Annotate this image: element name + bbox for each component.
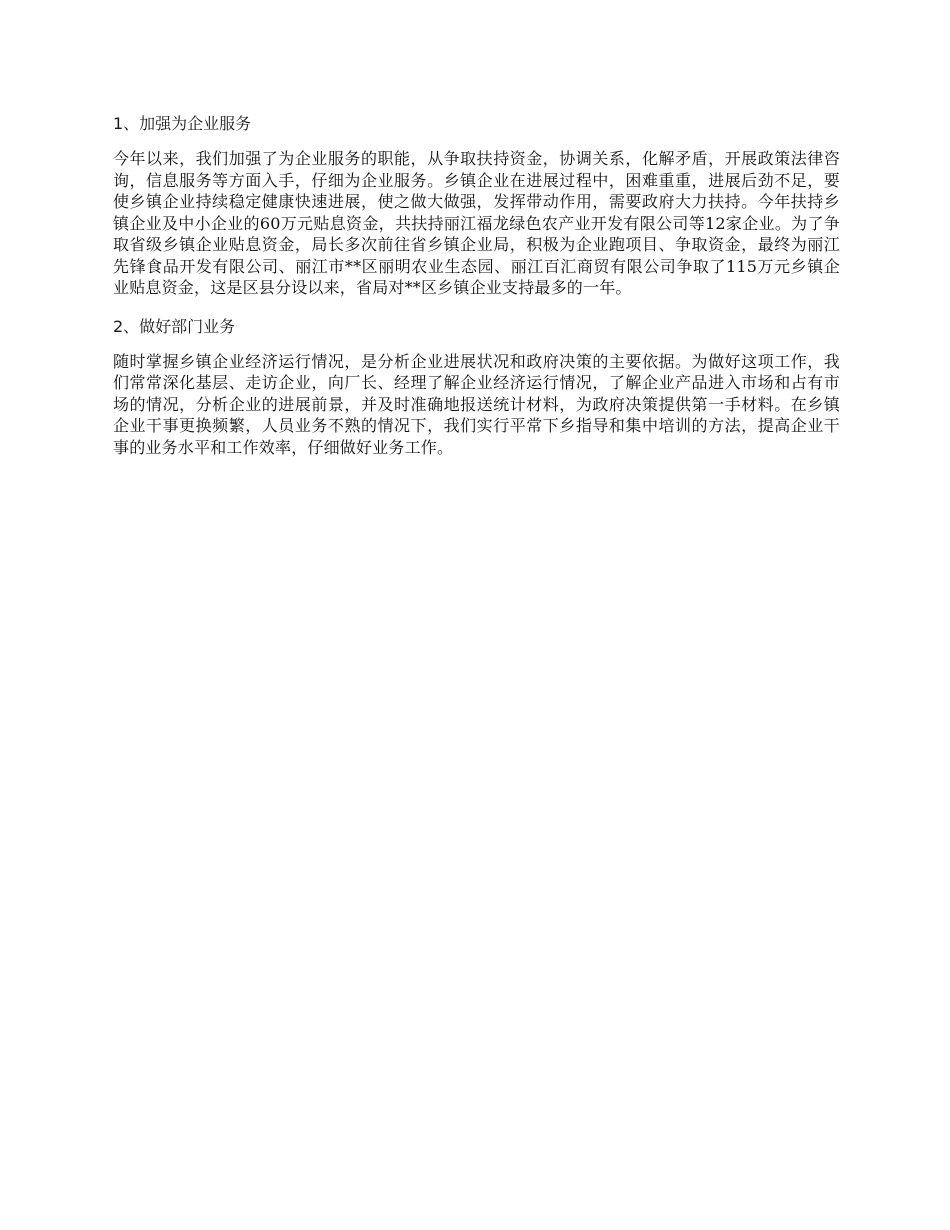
section-paragraph: 今年以来，我们加强了为企业服务的职能，从争取扶持资金，协调关系，化解矛盾，开展政策法律咨询，信息服务等方面入手，仔细为企业服务。乡镇企业在进展过程中，困难重重，进展后劲不足，要使乡镇企业持续稳定健康快速进展，使之做大做强，发挥带动作用，需要政府大力扶持。今年扶持乡镇企业及中小企业的60万元贴息资金，共扶持丽江福龙绿色农产业开发有限公司等12家企业。为了争取省级乡镇企业贴息资金，局长多次前往省乡镇企业局，积极为企业跑项目、争取资金，最终为丽江先锋食品开发有限公司、丽江市**区丽明农业生态园、丽江百汇商贸有限公司争取了115万元乡镇企业贴息资金，这是区县分设以来，省局对**区乡镇企业支持最多的一年。: [113, 149, 840, 297]
section-paragraph: 随时掌握乡镇企业经济运行情况，是分析企业进展状况和政府决策的主要依据。为做好这项工作，我们常常深化基层、走访企业，向厂长、经理了解企业经济运行情况，了解企业产品进入市场和占有市场的情况，分析企业的进展前景，并及时准确地报送统计材料，为政府决策提供第一手材料。在乡镇企业干事更换频繁，人员业务不熟的情况下，我们实行平常下乡指导和集中培训的方法，提高企业干事的业务水平和工作效率，仔细做好业务工作。: [113, 351, 840, 457]
section-department-business: [113, 315, 840, 459]
section-enterprise-service: [113, 112, 840, 299]
section-heading: 2、做好部门业务: [113, 316, 236, 336]
document-page: [113, 112, 840, 474]
section-heading: 1、加强为企业服务: [113, 114, 252, 133]
